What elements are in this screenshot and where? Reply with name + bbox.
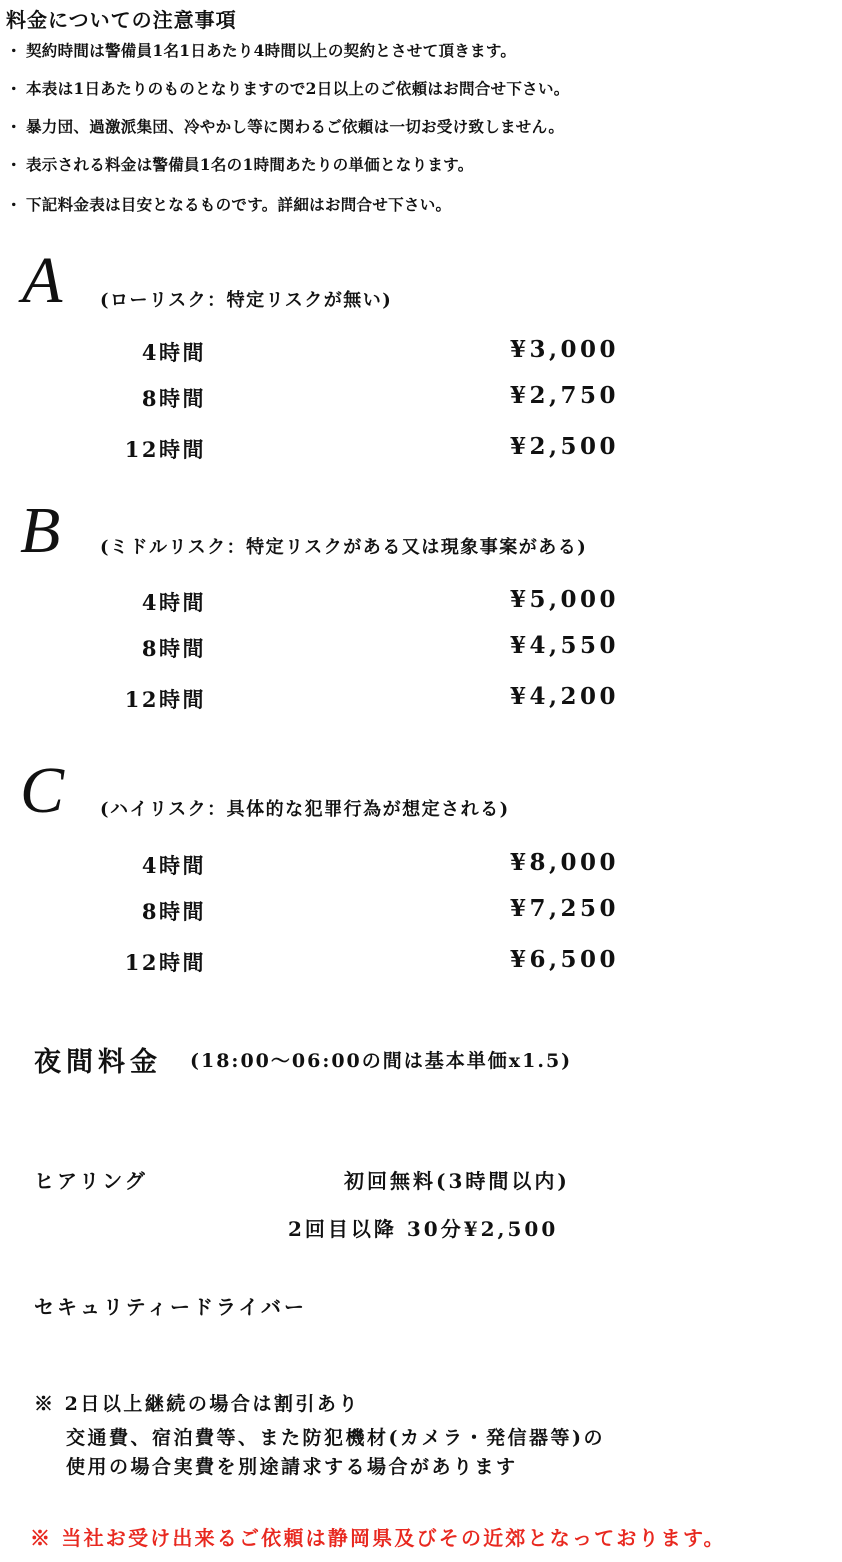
- note-text: 表示される料金は警備員1名の1時間あたりの単価となります。: [26, 155, 474, 174]
- tier-a-price-12: ¥2,500: [510, 433, 620, 460]
- bullet: ・: [6, 195, 22, 214]
- remark-expenses-2: 使用の場合実費を別途請求する場合があります: [66, 1456, 518, 1478]
- tier-b-price-8: ¥4,550: [510, 632, 620, 659]
- tier-b-letter: B: [20, 494, 61, 567]
- tier-a-letter: A: [22, 244, 63, 317]
- tier-a-price-4: ¥3,000: [510, 336, 620, 363]
- tier-c-letter: C: [20, 754, 65, 827]
- tier-c-hours-8: 8時間: [141, 899, 206, 924]
- bullet: ・: [6, 79, 22, 98]
- tier-b-hours-12: 12時間: [124, 687, 206, 712]
- note-item: [6, 39, 516, 61]
- hearing-subsequent: 2回目以降 30分¥2,500: [288, 1217, 559, 1241]
- note-text: 暴力団、過激派集団、冷やかし等に関わるご依頼は一切お受け致しません。: [26, 117, 565, 136]
- hearing-label: ヒアリング: [34, 1169, 148, 1193]
- tier-c-price-4: ¥8,000: [510, 849, 620, 876]
- page-title: 料金についての注意事項: [6, 8, 237, 32]
- tier-b-price-12: ¥4,200: [510, 683, 620, 710]
- tier-c-price-8: ¥7,250: [510, 895, 620, 922]
- tier-a-hours-8: 8時間: [141, 386, 206, 411]
- night-rate-title: 夜間料金: [34, 1047, 162, 1078]
- hearing-first-free: 初回無料(3時間以内): [344, 1169, 570, 1193]
- note-item: [6, 193, 451, 215]
- tier-b-hours-4: 4時間: [141, 590, 206, 615]
- note-item: [6, 115, 564, 137]
- tier-b-price-4: ¥5,000: [510, 586, 620, 613]
- tier-a-price-8: ¥2,750: [510, 382, 620, 409]
- bullet: ・: [6, 41, 22, 60]
- remark-expenses-1: 交通費、宿泊費等、また防犯機材(カメラ・発信器等)の: [66, 1427, 605, 1449]
- security-driver-label: セキュリティードライバー: [34, 1295, 307, 1319]
- bullet: ・: [6, 117, 22, 136]
- note-text: 下記料金表は目安となるものです。詳細はお問合せ下さい。: [26, 195, 452, 214]
- note-text: 本表は1日あたりのものとなりますので2日以上のご依頼はお問合せ下さい。: [26, 79, 570, 98]
- tier-a-hours-4: 4時間: [141, 340, 206, 365]
- tier-b-description: (ミドルリスク：特定リスクがある又は現象事案がある): [100, 537, 588, 558]
- remark-discount: ※ 2日以上継続の場合は割引あり: [34, 1393, 360, 1415]
- note-item: [6, 153, 474, 175]
- note-item: [6, 77, 570, 99]
- tier-a-hours-12: 12時間: [124, 437, 206, 462]
- note-text: 契約時間は警備員1名1日あたり4時間以上の契約とさせて頂きます。: [26, 41, 517, 60]
- night-rate-note: (18:00〜06:00の間は基本単価x1.5): [190, 1050, 573, 1072]
- service-area-note: ※ 当社お受け出来るご依頼は静岡県及びその近郊となっております。: [30, 1526, 726, 1550]
- tier-c-hours-12: 12時間: [124, 950, 206, 975]
- bullet: ・: [6, 155, 22, 174]
- tier-c-description: (ハイリスク：具体的な犯罪行為が想定される): [100, 799, 510, 820]
- tier-c-hours-4: 4時間: [141, 853, 206, 878]
- tier-c-price-12: ¥6,500: [510, 946, 620, 973]
- tier-a-description: (ローリスク：特定リスクが無い): [100, 290, 393, 311]
- tier-b-hours-8: 8時間: [141, 636, 206, 661]
